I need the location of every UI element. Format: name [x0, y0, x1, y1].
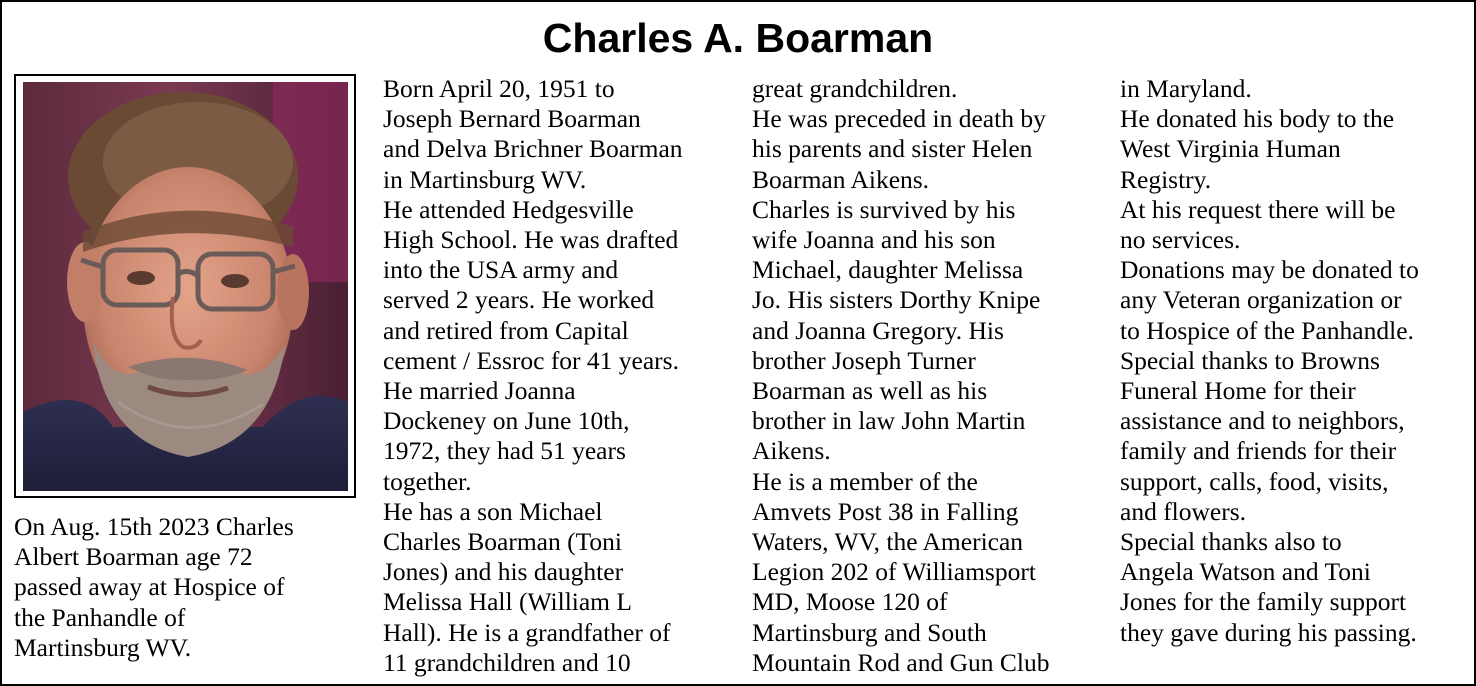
- obituary-text-line: served 2 years. He worked: [383, 285, 655, 315]
- obituary-text-line: into the USA army and: [383, 255, 619, 285]
- obituary-text-line: Jones for the family support: [1120, 587, 1407, 617]
- obituary-text-line: Born April 20, 1951 to: [383, 74, 615, 103]
- caption-line: Martinsburg WV.: [14, 632, 192, 662]
- obituary-text-line: to Hospice of the Panhandle.: [1120, 315, 1414, 345]
- obituary-text-line: 11 grandchildren and 10: [383, 647, 631, 677]
- obituary-text-line: support, calls, food, visits,: [1120, 466, 1389, 496]
- obituary-text-line: MD, Moose 120 of: [752, 587, 948, 617]
- caption-line: passed away at Hospice of: [14, 572, 285, 602]
- obituary-text-line: Jones) and his daughter: [383, 557, 624, 587]
- portrait-photo: [23, 82, 348, 491]
- obituary-text-line: Charles is survived by his: [752, 194, 1016, 224]
- photo-frame: [14, 74, 356, 498]
- obituary-text-line: and retired from Capital: [383, 315, 629, 345]
- obituary-text-line: Waters, WV, the American: [752, 527, 1024, 557]
- obituary-text-line: He donated his body to the: [1120, 104, 1395, 134]
- obituary-text-line: Charles Boarman (Toni: [383, 527, 622, 557]
- caption-line: the Panhandle of: [14, 602, 186, 632]
- obituary-text-line: Funeral Home for their: [1120, 376, 1356, 406]
- obituary-text-line: Jo. His sisters Dorthy Knipe: [752, 285, 1041, 315]
- obituary-text-line: Legion 202 of Williamsport: [752, 557, 1036, 587]
- obituary-text-line: He attended Hedgesville: [383, 194, 634, 224]
- obituary-text-line: Mountain Rod and Gun Club: [752, 647, 1050, 677]
- obituary-title: Charles A. Boarman: [542, 15, 934, 61]
- obituary-text-line: Amvets Post 38 in Falling: [752, 496, 1019, 526]
- obituary-text-line: together.: [383, 466, 472, 496]
- obituary-text-line: brother in law John Martin: [752, 406, 1026, 436]
- obituary-text-line: no services.: [1120, 225, 1241, 255]
- obituary-text-line: He married Joanna: [383, 376, 576, 406]
- obituary-text-line: and Joanna Gregory. His: [752, 315, 1004, 345]
- obituary-text-line: Special thanks also to: [1120, 527, 1342, 557]
- obituary-text-line: wife Joanna and his son: [752, 225, 996, 255]
- obituary-text-line: his parents and sister Helen: [752, 134, 1033, 164]
- obituary-text-line: Melissa Hall (William L: [383, 587, 632, 617]
- obituary-text-line: Boarman Aikens.: [752, 164, 930, 194]
- obituary-text-line: great grandchildren.: [752, 74, 958, 103]
- obituary-text-line: cement / Essroc for 41 years.: [383, 345, 679, 375]
- obituary-text-line: 1972, they had 51 years: [383, 436, 626, 466]
- obituary-column-3: [1120, 74, 1472, 648]
- obituary-text-line: He was preceded in death by: [752, 104, 1046, 134]
- obituary-text-line: they gave during his passing.: [1120, 617, 1417, 647]
- obituary-column-1: [383, 74, 735, 678]
- obituary-text-line: family and friends for their: [1120, 436, 1397, 466]
- obituary-text-line: West Virginia Human: [1120, 134, 1341, 164]
- obituary-text-line: Joseph Bernard Boarman: [383, 104, 641, 134]
- caption-line: Albert Boarman age 72: [14, 542, 253, 572]
- obituary-text-line: Boarman as well as his: [752, 376, 988, 406]
- obituary-text-line: Angela Watson and Toni: [1120, 557, 1371, 587]
- obituary-text-line: Michael, daughter Melissa: [752, 255, 1024, 285]
- obituary-text-line: At his request there will be: [1120, 194, 1396, 224]
- obituary-text-line: Special thanks to Browns: [1120, 345, 1380, 375]
- obituary-text-line: Donations may be donated to: [1120, 255, 1419, 285]
- obituary-text-line: Registry.: [1120, 164, 1212, 194]
- obituary-text-line: and flowers.: [1120, 496, 1247, 526]
- obituary-column-2: [752, 74, 1104, 678]
- obituary-text-line: in Martinsburg WV.: [383, 164, 587, 194]
- death-announcement-caption: [14, 512, 359, 663]
- obituary-text-line: Hall). He is a grandfather of: [383, 617, 671, 647]
- obituary-text-line: and Delva Brichner Boarman: [383, 134, 683, 164]
- obituary-text-line: in Maryland.: [1120, 74, 1252, 103]
- obituary-text-line: assistance and to neighbors,: [1120, 406, 1405, 436]
- obituary-text-line: Aikens.: [752, 436, 831, 466]
- obituary-text-line: High School. He was drafted: [383, 225, 679, 255]
- obituary-text-line: any Veteran organization or: [1120, 285, 1402, 315]
- obituary-text-line: He has a son Michael: [383, 496, 603, 526]
- obituary-text-line: He is a member of the: [752, 466, 978, 496]
- obituary-text-line: Martinsburg and South: [752, 617, 987, 647]
- obituary-text-line: brother Joseph Turner: [752, 345, 976, 375]
- caption-line: On Aug. 15th 2023 Charles: [14, 512, 294, 541]
- obituary-text-line: Dockeney on June 10th,: [383, 406, 630, 436]
